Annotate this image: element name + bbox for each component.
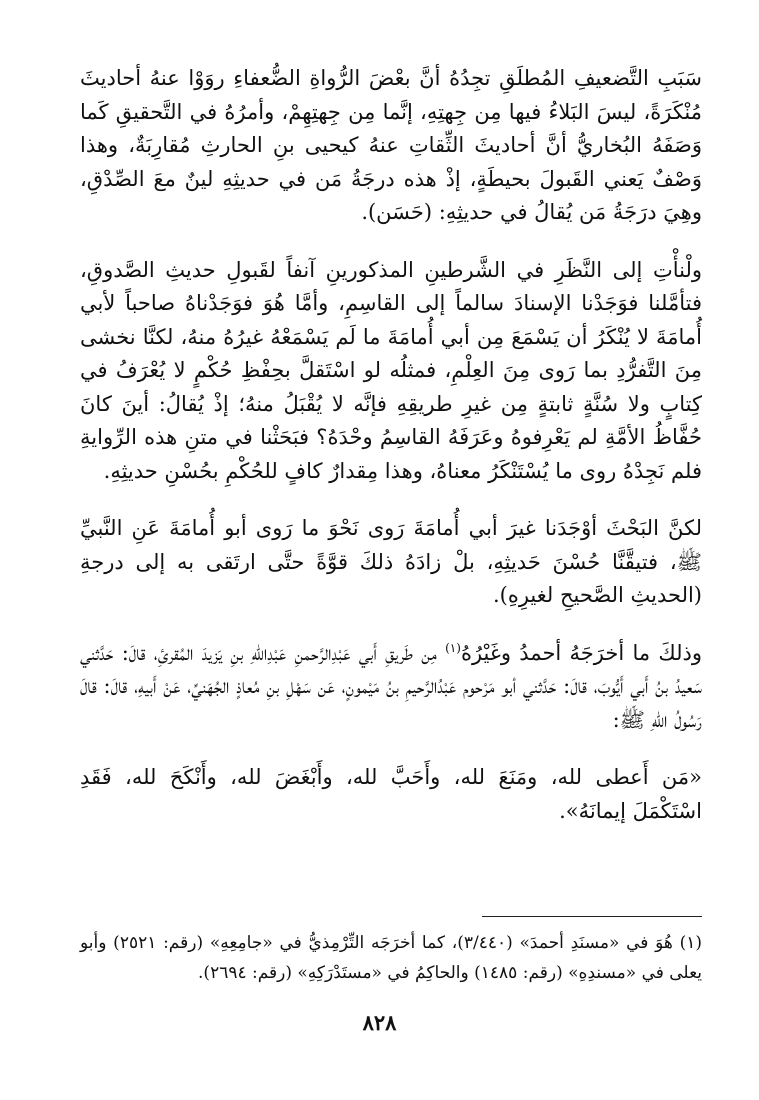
footnote-1: (١) هُوَ في «مسنَدِ أحمدَ» (٣/٤٤٠)، كما أخرَجَه التِّرْمِذيُّ في «جامِعِهِ» (رقم: ٢٥٢١) وأبو يعلى في «مسندِهِ» (رقم: ١٤٨٥) والحاكِمُ في «مستَدْرَكِهِ» (رقم: ٢٦٩٤). bbox=[80, 933, 703, 983]
paragraph-1: سَبَبِ التَّضعيفِ المُطلَقِ تجِدُهُ أنَّ بعْضَ الرُّواةِ الضُّعفاءِ روَوْا عنهُ أحاديثَ مُنْكَرَةً، ليسَ البَلاءُ فيها مِن جِهتِهِ، إنَّما مِن جِهتِهِمْ، وأمرُهُ في التَّحقيقِ كَما وَصَفَهُ البُخاريُّ أنَّ أحاديثَ الثِّقاتِ عنهُ كيحيى بنِ الحارثِ مُقارِبَةٌ، وهذا وَصْفٌ يَعني القَبولَ بحيطَةٍ، إذْ هذه درجَةُ مَن في حديثِهِ لينٌ معَ الصِّدْقِ، وهِيَ درَجَةُ مَن يُقالُ في حديثِهِ: (حَسَن). bbox=[80, 66, 702, 224]
hadith-quote: «مَن أَعطى لله، ومَنَعَ لله، وأَحَبَّ لله، وأَبْغَضَ لله، وأَنْكَحَ لله، فَقَدِ اسْتَكْمَلَ إيمانَهُ». bbox=[80, 765, 702, 823]
paragraph-4-rest: مِن طَريقِ أَبي عَبْدِالرَّحمنِ عَبْدِاللهِ بنِ يَزيدَ المُقرئِ، قالَ: حَدَّثني سَعيدُ بنُ أَبي أَيُّوبَ، قالَ: حَدَّثني أبو مَرْحوم عَبْدُالرَّحيمِ بنُ مَيْمونٍ، عَن سَهْلِ بنِ مُعاذٍ الجُهَنيِّ، عَنْ أَبيهِ، قالَ: قالَ رَسُولُ اللهِ ﷺ: bbox=[80, 640, 702, 732]
page-number: ٨٢٨ bbox=[362, 1010, 397, 1035]
paragraph-4 bbox=[80, 637, 702, 738]
paragraph-2: ولْنأْتِ إلى النَّظَرِ في الشَّرطينِ المذكورينِ آنفاً لقَبولِ حديثِ الصَّدوقِ، فتأمَّلنا فوَجَدْنا الإسنادَ سالماً إلى القاسِمِ، وأمَّا هُوَ فوَجَدْناهُ صاحباً لأبي أُمامَةَ لا يُنْكَرُ أن يَسْمَعَ مِن أبي أُمامَةَ ما لَم يَسْمَعْهُ غيرُهُ منهُ، لكنَّا نخشى مِنَ التَّفرُّدِ بما رَوى مِنَ العِلْمِ، فمثلُه لو اسْتَقلَّ بحِفْظِ حُكْمٍ لا يُعْرَفُ في كِتابٍ ولا سُنَّةٍ ثابتةٍ مِن غيرِ طريقِهِ فإنَّه لا يُقْبَلُ منهُ؛ إذْ يُقالُ: أينَ كانَ حُفَّاظُ الأمَّةِ لم يَعْرِفوهُ وعَرَفَهُ القاسِمُ وحْدَهُ؟ فبَحَثْنا في متنِ هذه الرِّوايةِ فلم نَجِدْهُ روى ما يُسْتَنْكَرُ معناهُ، وهذا مِقدارٌ كافٍ للحُكْمِ بحُسْنِ حديثِهِ. bbox=[80, 257, 702, 483]
footnote-divider bbox=[482, 916, 702, 917]
paragraph-4-start: وذلكَ ما أخرَجَهُ أحمدُ وغَيْرُهُ bbox=[460, 640, 703, 665]
page-body bbox=[80, 62, 702, 852]
paragraph-3: لكنَّ البَحْثَ أوْجَدَنا غيرَ أبي أُمامَةَ رَوى نَحْوَ ما رَوى أبو أُمامَةَ عَنِ النَّبيِّ ﷺ، فتيقَّنَّا حُسْنَ حَديثِهِ، بلْ زادَهُ ذلكَ قوَّةً حتَّى ارتَقى به إلى درجةِ (الحديثِ الصَّحيحِ لغيرِهِ). bbox=[80, 516, 702, 607]
footnote-reference[interactable]: (١) bbox=[445, 640, 461, 655]
footnotes bbox=[80, 928, 702, 988]
